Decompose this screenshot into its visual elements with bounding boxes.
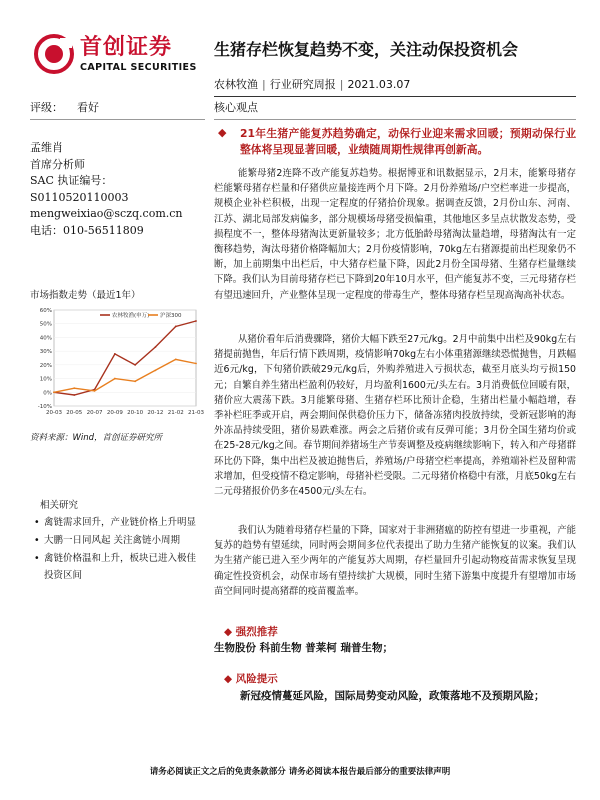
x-tick-label: 20-03 bbox=[46, 410, 62, 416]
series-point bbox=[114, 353, 116, 355]
x-tick-label: 21-03 bbox=[188, 410, 204, 416]
summary-text: 21年生猪产能复苏趋势确定，动保行业迎来需求回暖；预期动保行业整体将呈现显著回暖，业绩随周期性规律再创新高。 bbox=[240, 127, 576, 157]
related-item[interactable]: • 禽链价格温和上升，板块已进入极佳投资区间 bbox=[34, 551, 204, 583]
rating-value: 看好 bbox=[77, 101, 99, 114]
recommend-title-text: 强烈推荐 bbox=[235, 626, 278, 638]
related-item[interactable]: • 大鹏一日同风起 关注禽链小周期 bbox=[34, 533, 204, 549]
body-paragraph-1: 能繁母猪2连降不改产能复苏趋势。根据博亚和讯数据显示，2月末，能繁母猪存栏能繁母猪存栏量和仔猪供应量接连两个月下降。2月份养殖场/户空栏率进一步提高，规模企业补栏积极，出现一定程度的仔猪拾价现象。据调查反馈，2月份山东、河南、江苏、湖北局部发病偏多，部分规模场母猪受损偏重，其他地区多呈点状散发态势，受损程度不一，整体母猪淘汰更新量较多；北方低胎龄母猪淘汰量趋增，母猪淘汰有一定衡移趋势，淘汰母猪价格降幅加大；2月份疫情影响，70kg左右猪源提前出栏现象仍不断，加上前期集中出栏后，中大猪存栏量下降，因此2月份全国母猪、生猪存栏量继续下降。我们认为目前母猪存栏已下降到20年10月水平，但产能复苏不变，三元母猪存栏有望迅速回升，产业整体呈现一定程度的带毒生产，整体母猪存栏呈现高淘高补状态。 bbox=[214, 168, 576, 301]
series-line-0 bbox=[54, 321, 196, 395]
legend-label: 沪深300 bbox=[160, 313, 182, 319]
x-tick-label: 20-10 bbox=[127, 410, 144, 416]
y-tick-label: 50% bbox=[39, 321, 52, 328]
market-index-chart bbox=[30, 306, 204, 420]
risk-title bbox=[224, 672, 278, 686]
analyst-sac: SAC 执证编号：S0110520110003 bbox=[30, 174, 129, 204]
plot-frame bbox=[54, 310, 196, 406]
y-tick-label: 30% bbox=[39, 349, 52, 356]
series-point bbox=[73, 387, 75, 389]
series-point bbox=[53, 391, 55, 393]
body-paragraph-3: 我们认为随着母猪存栏量的下降，国家对于非洲猪瘟的防控有望进一步重视，产能复苏的趋势有望延续，同时两会期间多位代表提出了助力生猪产能恢复的议案。我们认为生猪产能已进入至少两年的产能复苏大周期，存栏量回升引起动物疫苗需求恢复呈现确定性投资机会，动保市场有望持续扩大规模，同时生猪下游集中度提升有望增加市场苗空间同时提高猪群的疫苗覆盖率。 bbox=[214, 525, 576, 597]
x-tick-label: 20-12 bbox=[147, 410, 164, 416]
x-tick-label: 20-07 bbox=[86, 410, 103, 416]
rating-divider bbox=[30, 119, 205, 120]
report-sector: 农林牧渔 bbox=[214, 78, 258, 91]
recommend-stocks: 生物股份 科前生物 普莱柯 瑞普生物； bbox=[214, 642, 393, 654]
core-view-label: 核心观点 bbox=[214, 101, 258, 114]
risk-title-text: 风险提示 bbox=[235, 673, 278, 685]
y-tick-label: 40% bbox=[39, 335, 52, 342]
report-title: 生猪存栏恢复趋势不变，关注动保投资机会 bbox=[214, 40, 519, 59]
summary-bullet-icon: ◆ bbox=[218, 126, 227, 139]
series-point bbox=[195, 363, 197, 365]
recommend-title bbox=[224, 625, 278, 639]
body-paragraph-2: 从猪价看年后消费骤降，猪价大幅下跌至27元/kg。2月中前集中出栏及90kg左右猪提前抛售，年后行情下跌周期，疫情影响70kg左右小体重猪源继续恐慌抛售，月跌幅近6元/kg，下旬猪价跌破29元/kg后，外购养殖进入亏损状态，截至月底头均亏损150元；自繁自养生猪出栏盈利仍较好，月均盈利1600元/头左右。3月消费低位回暖有限，猪价应大震荡下跌。3月能繁母猪、生猪存栏环比预计企稳，生猪出栏量小幅趋增，春季补栏旺季或开启，两会期间保供稳价压力下，储备冻猪肉投放持续，受新冠影响的海外冻品持续受阻，猪价易跌难涨。两会之后猪价或有反弹可能；3月份全国生猪均价或在25-28元/kg之间。春节期间养猪场生产节奏调整及疫病继续影响下，转入和产母猪群环比仍下降，集中出栏及被迫抛售后，养殖场/户母猪空栏率提高，养殖端补栏及留种需求增加，但受疫情不稳定影响，母猪补栏受限。二元母猪价格稳中有涨，月底50kg左右二元母猪报价仍多在4500元/头左右。 bbox=[214, 334, 576, 498]
series-point bbox=[155, 369, 157, 371]
chart-source: 资料来源：Wind，首创证券研究所 bbox=[30, 433, 163, 443]
y-tick-label: 0% bbox=[43, 390, 52, 397]
analyst-name: 孟维肖 bbox=[30, 141, 63, 154]
header-divider bbox=[214, 96, 576, 97]
analyst-phone: 电话：010-56511809 bbox=[30, 223, 144, 237]
chart-title: 市场指数走势（最近1年） bbox=[30, 290, 141, 301]
series-point bbox=[134, 364, 136, 366]
analyst-block bbox=[30, 140, 205, 239]
x-tick-label: 20-05 bbox=[66, 410, 83, 416]
legend-label: 农林牧渔(申万) bbox=[112, 313, 150, 319]
series-point bbox=[114, 378, 116, 380]
risk-text: 新冠疫情蔓延风险，国际局势变动风险，政策落地不及预期风险； bbox=[240, 690, 545, 702]
series-point bbox=[94, 390, 96, 392]
analyst-email[interactable]: mengweixiao@sczq.com.cn bbox=[30, 207, 183, 220]
rating-row bbox=[30, 101, 99, 115]
rating-label: 评级： bbox=[30, 101, 63, 114]
related-item[interactable]: • 禽链需求回升，产业链价格上升明显 bbox=[34, 515, 204, 531]
y-tick-label: 20% bbox=[39, 362, 52, 369]
series-point bbox=[175, 326, 177, 328]
footer-disclaimer: 请务必阅读正文之后的免责条款部分 请务必阅读本报告最后部分的重要法律声明 bbox=[149, 767, 451, 777]
x-tick-label: 20-09 bbox=[106, 410, 123, 416]
related-title: 相关研究 bbox=[40, 500, 79, 511]
series-point bbox=[134, 380, 136, 382]
report-meta: 农林牧渔 | 行业研究周报 | 2021.03.07 bbox=[214, 78, 411, 91]
company-name-en: CAPITAL SECURITIES bbox=[80, 62, 197, 73]
series-point bbox=[155, 346, 157, 348]
report-date: 2021.03.07 bbox=[347, 78, 411, 91]
core-view-divider bbox=[214, 119, 576, 120]
series-point bbox=[195, 320, 197, 322]
company-name-cn: 首创证券 bbox=[80, 35, 173, 60]
report-type: 行业研究周报 bbox=[269, 78, 336, 91]
recommend-bullet-icon: ◆ bbox=[224, 626, 236, 638]
analyst-role: 首席分析师 bbox=[30, 157, 85, 171]
y-tick-label: -10% bbox=[37, 404, 52, 410]
y-tick-label: 10% bbox=[39, 376, 52, 383]
x-tick-label: 21-02 bbox=[167, 410, 184, 416]
y-tick-label: 60% bbox=[39, 308, 52, 314]
related-list bbox=[34, 515, 204, 586]
series-point bbox=[175, 358, 177, 360]
series-point bbox=[73, 394, 75, 396]
company-logo-icon bbox=[34, 34, 74, 74]
risk-bullet-icon: ◆ bbox=[224, 673, 236, 685]
series-line-1 bbox=[54, 359, 196, 392]
